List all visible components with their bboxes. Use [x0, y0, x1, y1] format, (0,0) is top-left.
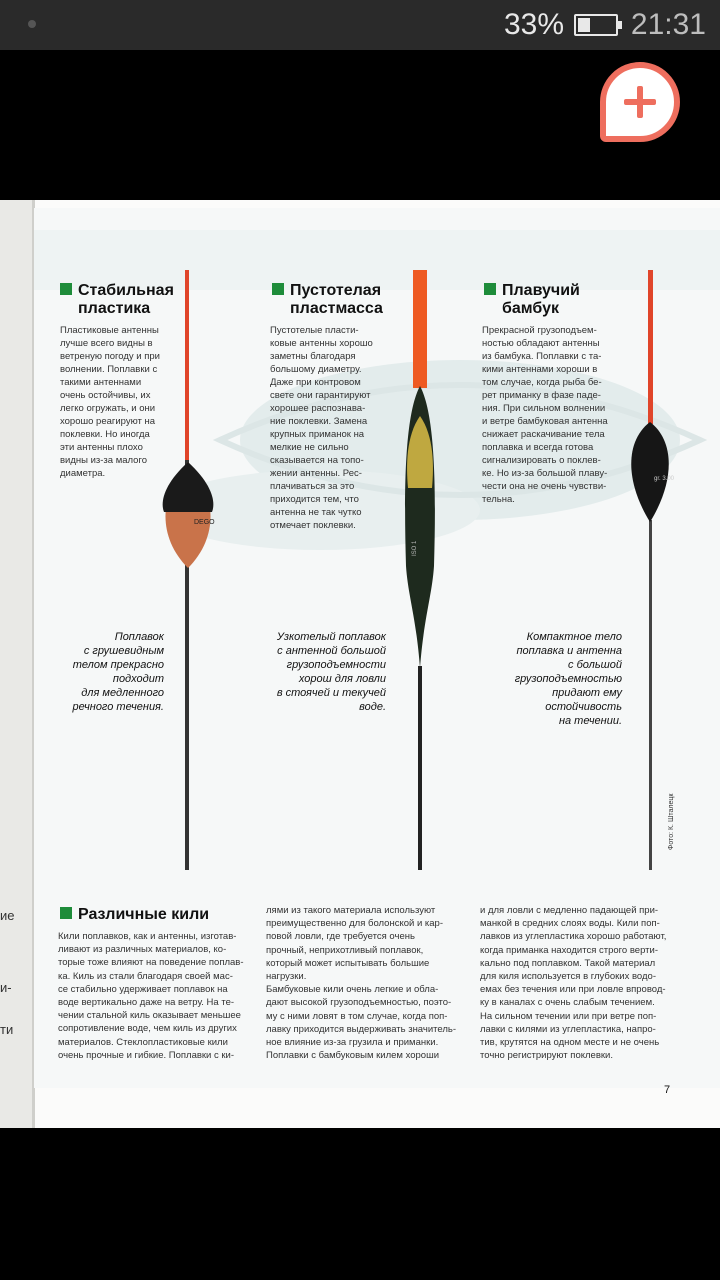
- body-text-line: поплавка и всегда готова: [482, 442, 594, 453]
- keels-text-line: повой ловли, где требуется очень: [266, 931, 415, 943]
- body-text-line: Пластиковые антенны: [60, 325, 159, 336]
- keels-text-line: ка. Киль из стали благодаря своей мас-: [58, 970, 233, 982]
- pear-float-image: [150, 266, 226, 872]
- caption-line: грузоподъемностью: [514, 673, 622, 685]
- left-page-fragment: и-: [0, 980, 12, 995]
- body-text-line: Прекрасной грузоподъем-: [482, 325, 597, 336]
- background-stripe: [34, 230, 720, 290]
- keels-text-line: Бамбуковые кили очень легкие и обла-: [266, 984, 439, 996]
- body-text-line: видны из-за малого: [60, 455, 148, 466]
- body-text-line: хорошее распознава-: [270, 403, 366, 414]
- keels-text-line: торые тоже влияют на поведение поплав-: [58, 957, 244, 969]
- green-square-icon: [484, 283, 496, 295]
- body-text-line: том случае, когда рыба бе-: [482, 377, 602, 388]
- caption-line: Поплавок: [114, 631, 164, 643]
- caption-line: остойчивость: [545, 701, 622, 713]
- caption-line: с большой: [568, 659, 622, 671]
- caption-line: с грушевидным: [83, 645, 164, 657]
- body-text-line: рет приманку в фазе паде-: [482, 390, 601, 401]
- body-text-line: эти антенны плохо: [60, 442, 143, 453]
- section-title-plastic: Стабильная пластика: [60, 282, 174, 318]
- keels-column-3: [480, 904, 676, 1062]
- keels-text-line: точно регистрируют поклевки.: [480, 1050, 613, 1062]
- caption-line: на течении.: [558, 715, 622, 727]
- caption-line: воде.: [359, 701, 386, 713]
- float-label: ISO 1: [412, 540, 418, 556]
- keels-text-line: тив, крутятся на одном месте и не очень: [480, 1037, 660, 1049]
- float-label: gr. 3.00: [654, 476, 675, 482]
- caption-line: телом прекрасно: [72, 659, 164, 671]
- body-text-line: Даже при контровом: [270, 377, 361, 388]
- bottom-area: [0, 1128, 720, 1280]
- body-text-line: Пустотелые пласти-: [270, 325, 359, 336]
- keels-column-1: [58, 930, 258, 1062]
- keels-text-line: ку в каналах с очень слабым течением.: [480, 997, 655, 1009]
- keels-text-line: ное влияние из-за грузила и приманки.: [266, 1037, 439, 1049]
- body-text-line: ковые антенны хорошо: [270, 338, 373, 349]
- body-text-line: отмечает поклевки.: [270, 520, 356, 531]
- battery-percent: 33%: [503, 8, 564, 41]
- caption-line: для медленного: [81, 687, 164, 699]
- body-text-line: мелкие не сильно: [270, 442, 349, 453]
- green-square-icon: [60, 283, 72, 295]
- keels-text-line: му с ними ловят в том случае, когда поп-: [266, 1010, 448, 1022]
- green-square-icon: [60, 907, 72, 919]
- left-page-edge: [0, 200, 35, 1128]
- body-text-line: тельна.: [482, 494, 515, 505]
- keels-text-line: сопротивление воде, чем киль из других: [58, 1023, 237, 1035]
- body-text-line: сказывается на топо-: [270, 455, 364, 466]
- magazine-page-image[interactable]: [0, 200, 720, 1128]
- body-text-line: диаметра.: [60, 468, 106, 479]
- body-text-line: поклевки. Но иногда: [60, 429, 150, 440]
- section-title-bamboo: Плавучий бамбук: [484, 282, 580, 318]
- body-text-line: ветреную погоду и при: [60, 351, 160, 362]
- body-text-line: антенна не так чутко: [270, 507, 362, 518]
- section-title-keels: Различные кили: [60, 906, 209, 924]
- caption-line: подходит: [112, 673, 164, 685]
- body-text-line: свете они гарантируют: [270, 390, 371, 401]
- body-text-line: лучше всего видны в: [60, 338, 153, 349]
- caption-line: поплавка и антенна: [516, 645, 622, 657]
- keels-text-line: воде вертикально даже на ветру. На те-: [58, 997, 235, 1009]
- battery-level-fill: [578, 18, 590, 32]
- keels-text-line: Поплавки с бамбуковым килем хороши: [266, 1050, 440, 1062]
- body-text-line: жении антенны. Рес-: [270, 468, 362, 479]
- keels-text-line: который может испытывать большие: [266, 957, 430, 969]
- caption-line: с антенной большой: [277, 645, 386, 657]
- body-text-line: чести она не очень чувстви-: [482, 481, 607, 492]
- clock: 21:31: [630, 8, 706, 41]
- section-title-hollow: Пустотелая пластмасса: [272, 282, 383, 318]
- keels-text-line: лавку приходится выдерживать значитель-: [266, 1023, 457, 1035]
- body-text-line: и ветре бамбуковая антенна: [482, 416, 608, 427]
- body-text-line: большому диаметру.: [270, 364, 362, 375]
- plus-icon-vertical: [637, 86, 643, 118]
- slim-float-image: [390, 266, 450, 872]
- body-text-line: волнении. Поплавки с: [60, 364, 158, 375]
- section-body-bamboo: [482, 324, 614, 506]
- body-text-line: сигнализировать о поклев-: [482, 455, 601, 466]
- body-text-line: хорошо реагируют на: [60, 416, 156, 427]
- keels-text-line: се стабильно удерживает поплавок на: [58, 983, 228, 995]
- keels-text-line: лями из такого материала используют: [266, 905, 436, 916]
- body-text-line: плачиваться за это: [270, 481, 355, 492]
- keels-text-line: материалов. Стеклопластиковые кили: [58, 1036, 228, 1048]
- body-text-line: снижает раскачивание тела: [482, 429, 605, 440]
- left-page-fragment: ти: [0, 1022, 14, 1037]
- green-square-icon: [272, 283, 284, 295]
- compact-float-image: [620, 266, 680, 872]
- caption-plastic: [40, 630, 164, 714]
- keels-text-line: емах без течения или при ловле впровод-: [480, 984, 666, 996]
- body-text-line: из бамбука. Поплавки с та-: [482, 351, 602, 362]
- caption-line: в стоячей и текучей: [276, 687, 386, 699]
- body-text-line: ностью обладают антенны: [482, 338, 600, 349]
- keels-text-line: лавки с килями из углепластика, напро-: [480, 1023, 656, 1035]
- keels-text-line: чении стальной киль оказывает меньшее: [58, 1010, 241, 1022]
- keels-text-line: очень прочные и гибкие. Поплавки с ки-: [58, 1049, 235, 1061]
- keels-text-line: нагрузки.: [266, 971, 307, 983]
- keels-column-2: [266, 904, 466, 1062]
- body-text-line: кими антеннами хороши в: [482, 364, 598, 375]
- photo-credit: Фото: К. Шталецк: [668, 793, 675, 850]
- keels-text-line: когда приманка находится строго верти-: [480, 944, 658, 956]
- float-label: DEGO: [194, 519, 215, 526]
- keels-text-line: дают высокой грузоподъемностью, поэто-: [266, 997, 452, 1009]
- keels-text-line: Кили поплавков, как и антенны, изготав-: [58, 931, 237, 942]
- section-body-hollow: [270, 324, 378, 532]
- caption-bamboo: [500, 630, 622, 728]
- keels-text-line: манкой в средних слоях воды. Кили поп-: [480, 918, 660, 930]
- keels-text-line: лавков из углепластика хорошо работают,: [480, 931, 667, 943]
- caption-line: придают ему: [552, 687, 622, 699]
- keels-text-line: и для ловли с медленно падающей при-: [480, 905, 659, 916]
- left-page-fragment: ие: [0, 908, 15, 923]
- notification-dot-icon: [28, 20, 36, 28]
- keels-text-line: На сильном течении или при ветре поп-: [480, 1010, 657, 1022]
- caption-hollow: [262, 630, 386, 714]
- keels-text-line: кально под поплавком. Такой материал: [480, 957, 656, 969]
- body-text-line: очень остойчивы, их: [60, 390, 151, 401]
- keels-text-line: прочный, неприхотливый поплавок,: [266, 944, 424, 956]
- body-text-line: ния. При сильном волнении: [482, 403, 606, 414]
- body-text-line: заметны благодаря: [270, 351, 356, 362]
- caption-line: грузоподъемности: [286, 659, 386, 671]
- body-text-line: приходится тем, что: [270, 494, 359, 505]
- status-bar: [0, 0, 720, 50]
- add-button[interactable]: [600, 62, 680, 142]
- body-text-line: такими антеннами: [60, 377, 142, 388]
- page-number: 7: [664, 1084, 671, 1096]
- body-text-line: ние поклевки. Замена: [270, 416, 368, 427]
- battery-icon: [574, 14, 618, 36]
- caption-line: хорош для ловли: [298, 673, 386, 685]
- caption-line: Компактное тело: [526, 631, 622, 643]
- body-text-line: ке. Но из-за большой плаву-: [482, 468, 608, 479]
- body-text-line: легко огружать, и они: [60, 403, 156, 414]
- caption-line: Узкотелый поплавок: [276, 631, 386, 643]
- keels-text-line: ливают из различных материалов, ко-: [58, 944, 227, 956]
- body-text-line: крупных приманок на: [270, 429, 365, 440]
- caption-line: речного течения.: [72, 701, 164, 713]
- keels-text-line: для киля используется в глубоких водо-: [480, 971, 656, 983]
- keels-text-line: преимущественно для болонской и кар-: [266, 918, 443, 930]
